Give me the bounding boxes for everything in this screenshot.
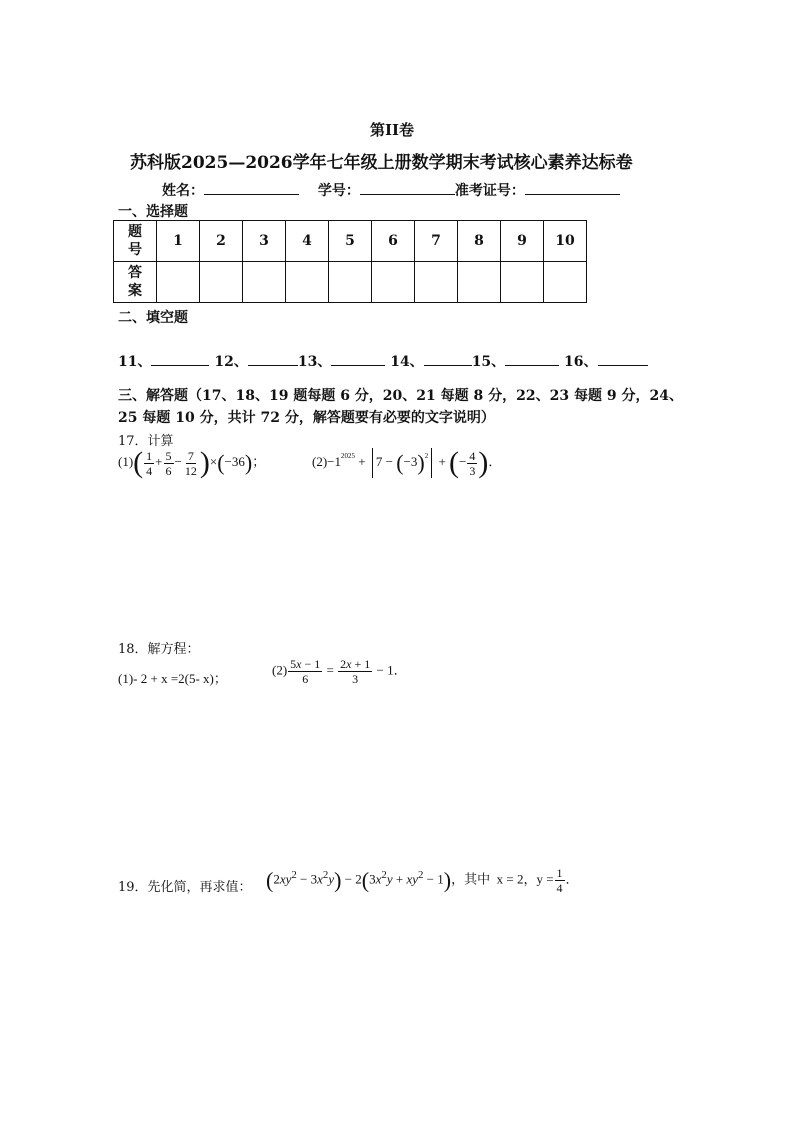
volume-label: 第II卷 — [370, 121, 415, 139]
question-number-cell: 5 — [329, 221, 372, 262]
student-info-row — [162, 180, 620, 200]
answer-cell[interactable] — [501, 262, 544, 303]
fill-blank[interactable] — [331, 351, 385, 366]
fill-blank[interactable] — [424, 351, 472, 366]
q18-part2-label: (2) — [272, 662, 288, 678]
q18-label: 18．解方程： — [118, 642, 200, 657]
answer-cell[interactable] — [458, 262, 501, 303]
q17-part1-label: (1) — [118, 453, 134, 469]
fill-item-label: 16、 — [564, 354, 598, 370]
answer-table-answer-row — [114, 262, 587, 303]
fill-item-label: 12、 — [214, 354, 248, 370]
answer-cell[interactable] — [243, 262, 286, 303]
question-number-cell: 7 — [415, 221, 458, 262]
fill-item-label: 13、 — [297, 354, 332, 370]
q18-part1-expression: (1)- 2 + x =2(5- x)； — [118, 671, 227, 686]
question-number-cell: 1 — [157, 221, 200, 262]
question-number-cell: 3 — [243, 221, 286, 262]
question-number-cell: 6 — [372, 221, 415, 262]
q17-part2-expression: $(2)-1^{2025} + 7 - (-3)^2$ + (− $\frac{4}{3}$ )． — [312, 446, 502, 479]
id-label: 学号： — [317, 183, 360, 199]
name-blank[interactable] — [204, 180, 299, 195]
row-header-number: 题号 — [114, 221, 157, 262]
answer-cell[interactable] — [200, 262, 243, 303]
fill-item-label: 14、 — [390, 354, 424, 370]
answer-cell[interactable] — [372, 262, 415, 303]
answer-table — [113, 220, 587, 303]
page-title: 苏科版2025—2026学年七年级上册数学期末考试核心素养达标卷 — [130, 153, 633, 173]
answer-cell[interactable] — [544, 262, 587, 303]
fill-blank-row — [118, 351, 648, 371]
q19-where-text: ，其中 — [451, 871, 491, 887]
answer-table-number-row — [114, 221, 587, 262]
answer-cell[interactable] — [286, 262, 329, 303]
q17-exponent: 2025 — [341, 451, 356, 460]
fill-blank[interactable] — [151, 351, 209, 366]
question-number-cell: 9 — [501, 221, 544, 262]
name-label: 姓名： — [162, 183, 204, 199]
q17-part1-expression: (1)( $\frac{1}{4}$ + $\frac{5}{6}$ − $\frac{7}{12}$ )×(−36)； — [118, 446, 266, 479]
answer-cell[interactable] — [157, 262, 200, 303]
fill-item-label: 15、 — [471, 354, 506, 370]
answer-cell[interactable] — [415, 262, 458, 303]
q19-label: 19．先化简，再求值： — [118, 880, 252, 895]
section-solve-heading-line2: 25 每题 10 分，共计 72 分，解答题要有必要的文字说明） — [118, 410, 495, 426]
fill-blank[interactable] — [505, 351, 559, 366]
answer-cell[interactable] — [329, 262, 372, 303]
q17-label: 17．计算 — [118, 434, 174, 449]
q19-expression: $(2xy^2 - 3x^2y) - 2(3x^2y + xy^2 - 1)$，其中 x = 2，y = $\frac{1}{4}$ ． — [266, 866, 579, 895]
q17-part2-label: (2) — [312, 453, 328, 469]
section-fill-heading: 二、填空题 — [118, 310, 188, 326]
fill-blank[interactable] — [248, 351, 298, 366]
id-blank[interactable] — [360, 180, 455, 195]
question-number-cell: 8 — [458, 221, 501, 262]
section-solve-heading-line1: 三、解答题（17、18、19 题每题 6 分，20、21 每题 8 分，22、23 每题 9 分，24、 — [118, 388, 683, 404]
exam-id-blank[interactable] — [525, 180, 620, 195]
question-number-cell: 4 — [286, 221, 329, 262]
question-number-cell: 2 — [200, 221, 243, 262]
exam-id-label: 准考证号： — [454, 183, 525, 199]
fill-item-label: 11、 — [118, 354, 152, 370]
fill-blank[interactable] — [598, 351, 648, 366]
q18-part2-expression: (2) $\frac{5x - 1}{6}$ = $\frac{2x + 1}{3}$ − 1． — [272, 657, 407, 686]
question-number-cell: 10 — [544, 221, 587, 262]
q19-values-text: x = 2，y = — [496, 871, 554, 887]
section-choice-heading: 一、选择题 — [118, 204, 188, 220]
row-header-answer: 答案 — [114, 262, 157, 303]
